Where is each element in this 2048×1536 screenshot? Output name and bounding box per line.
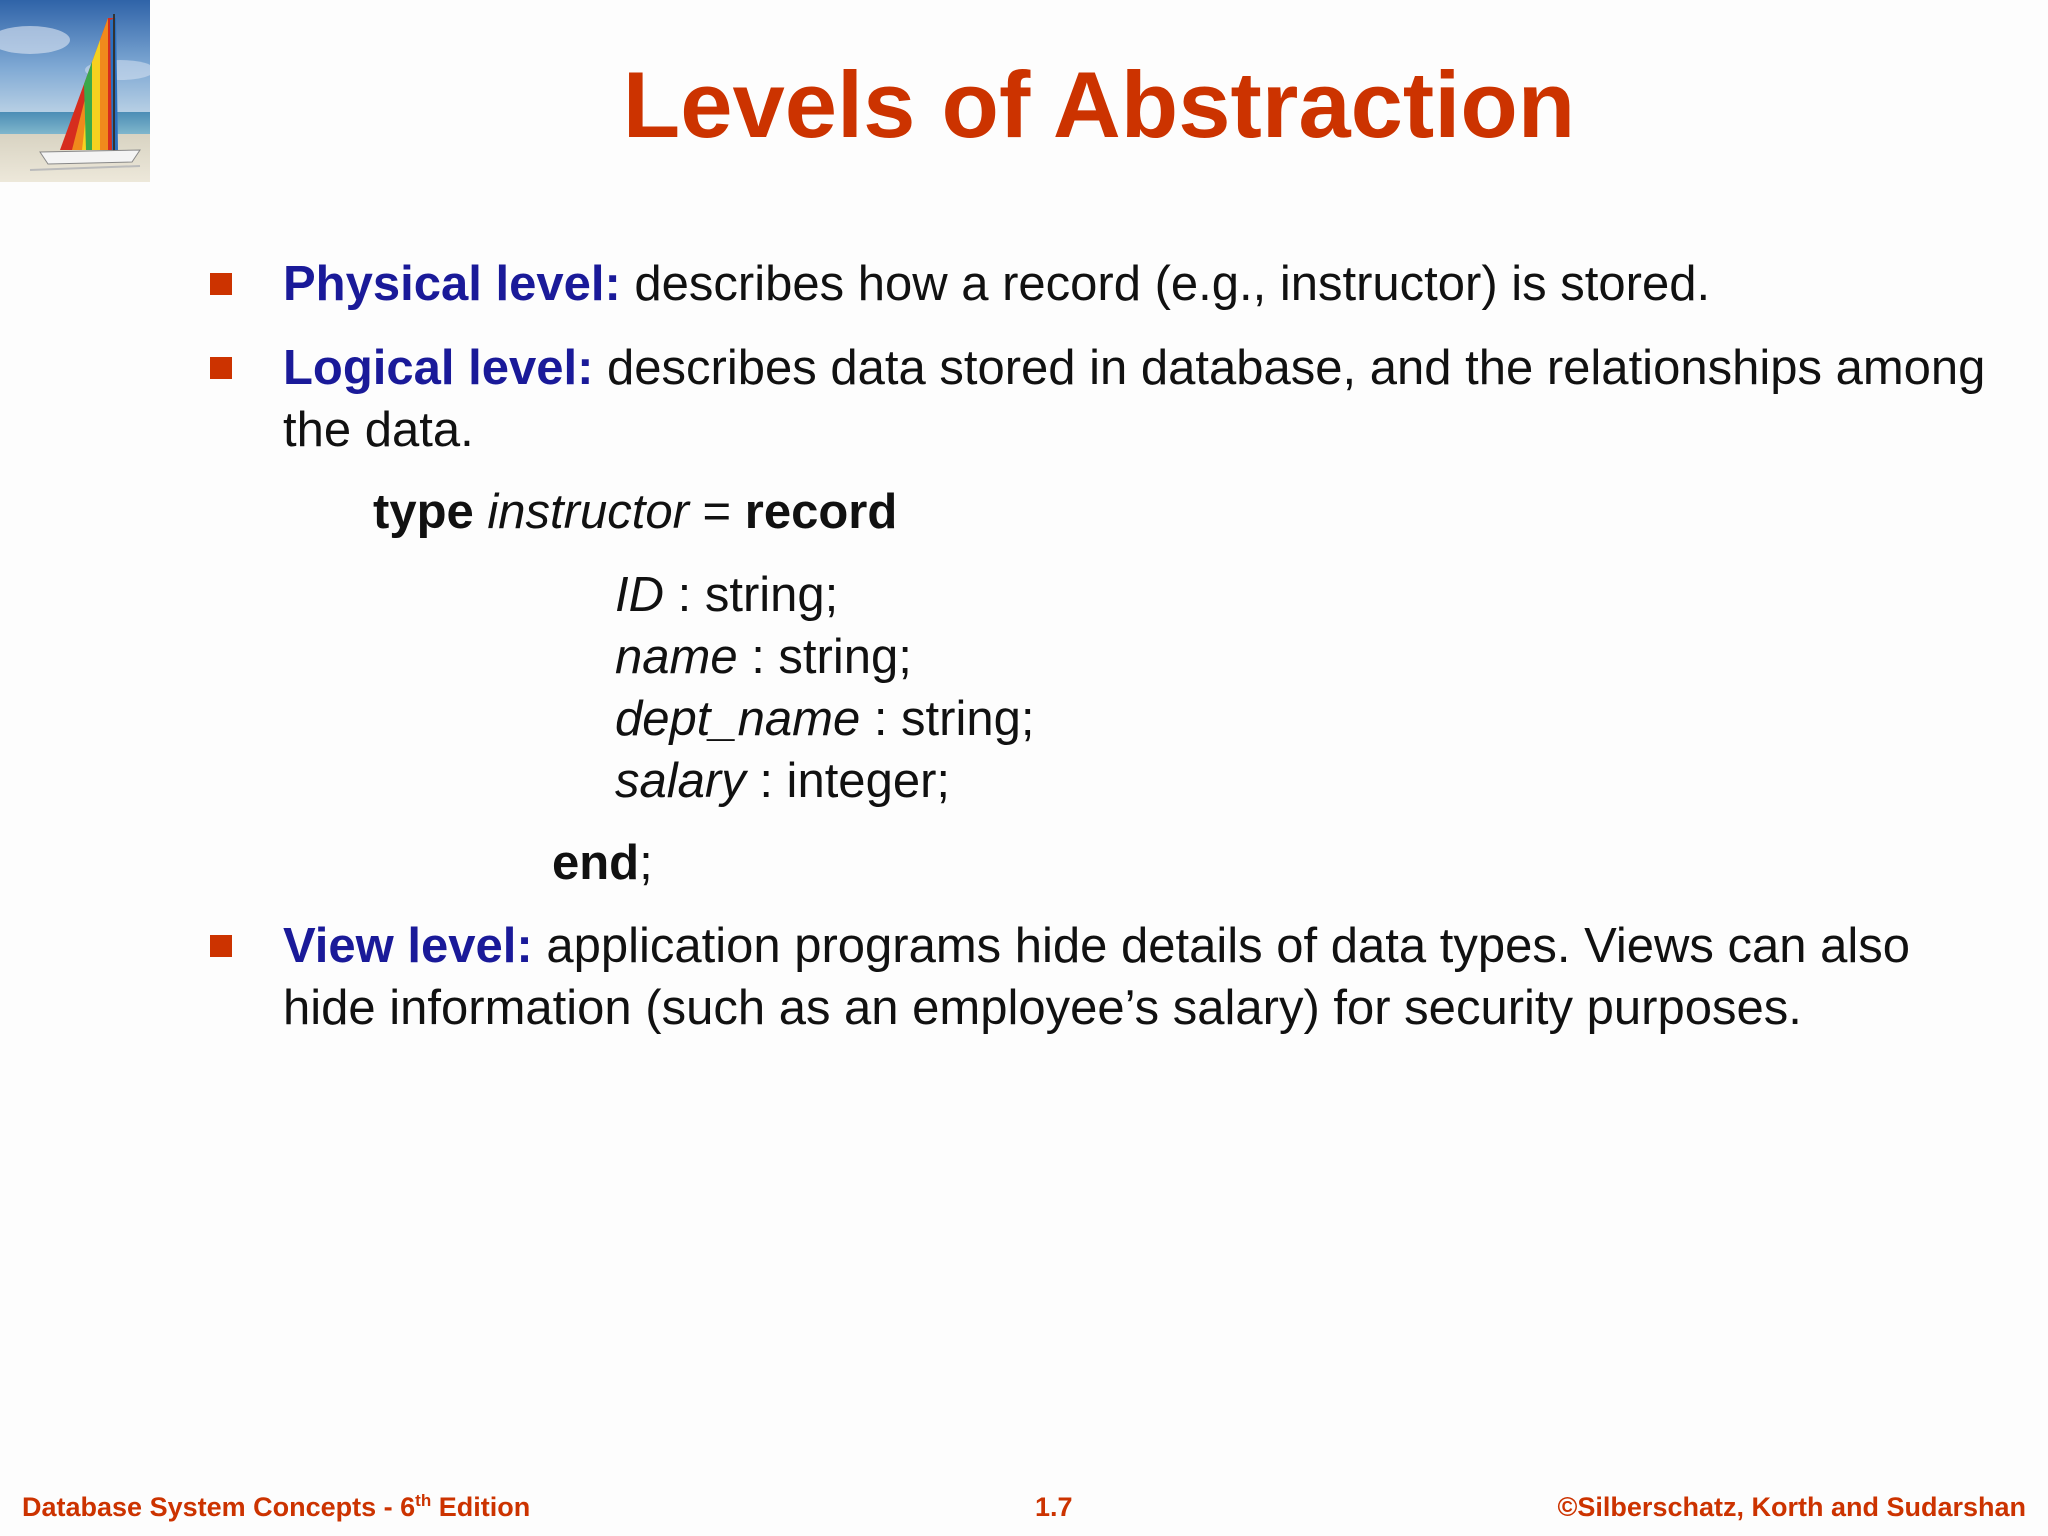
footer-book-title-tail: Edition [431, 1492, 531, 1522]
code-end [552, 832, 653, 894]
code-field-name: name [615, 630, 738, 684]
square-bullet-icon [210, 273, 232, 295]
code-type-name: instructor [487, 485, 689, 539]
bullet-text: describes data stored in database, and the relationships among the data. [283, 341, 1986, 457]
code-field-type: : string; [737, 630, 912, 684]
bullet-term: Logical level: [283, 341, 594, 395]
footer-page-number: 1.7 [1035, 1492, 1073, 1522]
footer-book-title-main: Database System Concepts - 6 [22, 1492, 416, 1522]
footer-copyright: ©Silberschatz, Korth and Sudarshan [1557, 1492, 2026, 1522]
square-bullet-icon [210, 935, 232, 957]
code-field-type: : integer; [745, 754, 950, 808]
bullet-physical-level [283, 253, 1988, 315]
code-field-type: : string; [664, 568, 839, 622]
code-keyword-record: record [744, 485, 898, 539]
code-field-name: salary [615, 754, 746, 808]
bullet-logical-level [283, 337, 1988, 461]
code-field [615, 626, 912, 688]
code-field [615, 688, 1034, 750]
code-end-punct: ; [639, 836, 653, 890]
square-bullet-icon [210, 357, 232, 379]
bullet-text: describes how a record (e.g., instructor) is stored. [620, 257, 1711, 311]
code-field [615, 750, 950, 812]
slide-title: Levels of Abstraction [622, 52, 1576, 157]
code-equals: = [688, 485, 745, 539]
bullet-text: application programs hide details of data types. Views can also hide information (such as an employee’s salary) for security purposes. [283, 919, 1911, 1035]
bullet-term: View level: [283, 919, 533, 973]
code-field-name: dept_name [615, 692, 861, 746]
code-field [615, 564, 838, 626]
footer-book-title [22, 1490, 530, 1524]
code-field-name: ID [615, 568, 664, 622]
footer-book-title-sup: th [415, 1491, 432, 1510]
code-keyword-end: end [552, 836, 640, 890]
code-type-declaration [373, 481, 897, 543]
code-field-type: : string; [860, 692, 1035, 746]
bullet-view-level [283, 915, 1988, 1039]
bullet-term: Physical level: [283, 257, 621, 311]
code-keyword-type: type [373, 485, 474, 539]
